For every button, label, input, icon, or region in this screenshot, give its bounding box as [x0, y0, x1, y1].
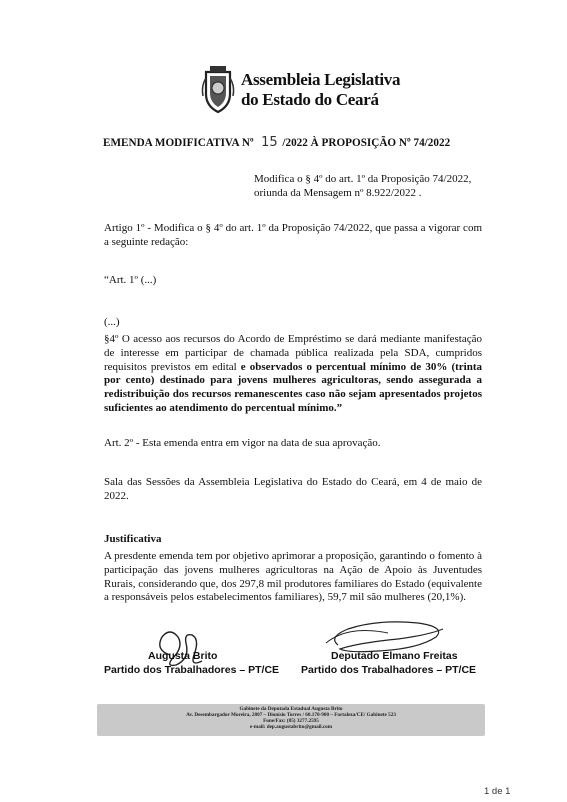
- footer-address: Av. Desembargador Moreira, 2807 – Dionísio Torres / 60.170-900 – Fortaleza/CE/ Gabinete 523: [186, 712, 396, 719]
- institution-name-line1: Assembleia Legislativa: [241, 70, 401, 89]
- page-indicator: 1 de 1: [484, 786, 511, 797]
- justification-heading: Justificativa: [104, 533, 162, 545]
- signatory-left-party: Partido dos Trabalhadores – PT/CE: [104, 664, 280, 676]
- article-1: Artigo 1º - Modifica o § 4º do art. 1º da Proposição 74/2022, que passa a vigorar com a seguinte redação:: [104, 222, 482, 248]
- quoted-article-opening: “Art. 1º (...): [104, 274, 157, 286]
- signatory-right-party: Partido dos Trabalhadores – PT/CE: [301, 664, 477, 676]
- paragraph-4-bold-text: e observados o percentual mínimo de 30% (trinta por cento) destinado para jovens mulheres agricultoras, sendo assegurada a redistribuição dos recursos remanescentes caso não sejam apresentados projetos suficientes ao atendimento do percentual mínimo.”: [104, 360, 482, 414]
- institution-name-line2: do Estado do Ceará: [241, 90, 379, 109]
- coat-of-arms-seal: [200, 66, 236, 114]
- paragraph-4: [104, 333, 482, 416]
- ementa: Modifica o § 4º do art. 1º da Proposição 74/2022, oriunda da Mensagem nº 8.922/2022 .: [254, 173, 472, 199]
- title-suffix: /2022 À PROPOSIÇÃO Nº 74/2022: [282, 137, 451, 149]
- title-prefix: EMENDA MODIFICATIVA Nº: [103, 137, 254, 149]
- session-location-date: Sala das Sessões da Assembleia Legislativa do Estado do Ceará, em 4 de maio de 2022.: [104, 476, 482, 502]
- justification-text: A presdente emenda tem por objetivo aprimorar a proposição, garantindo o fomento à participação das jovens mulheres agricultoras na Ação de Apoio às Juventudes Rurais, considerando que, dos 297,8 mil produtores familiares do Estado (equivalente a responsáveis pelos estabelecimentos familiares), 59,7 mil são mulheres (20,1%).: [104, 550, 482, 604]
- ellipsis: (...): [104, 316, 120, 328]
- office-footer: [97, 704, 485, 736]
- article-2: Art. 2º - Esta emenda entra em vigor na data de sua aprovação.: [104, 437, 381, 449]
- footer-office: Gabinete da Deputada Estadual Augusta Brito: [239, 706, 343, 712]
- footer-phone: Fone/Fax: (85) 3277.2595: [263, 718, 319, 725]
- signatory-left-name: Augusta Brito: [148, 650, 218, 662]
- handwritten-amendment-number: 15: [261, 135, 278, 150]
- signatory-right-name: Deputado Elmano Freitas: [331, 650, 458, 662]
- footer-email: e-mail: dep.augustabrito@gmail.com: [249, 724, 333, 731]
- paragraph-4-normal-text: §4º O acesso aos recursos do Acordo de Empréstimo se dará mediante manifestação de interesse em participar de chamada pública realizada pela SDA, cumpridos requisitos previstos em edital: [104, 333, 482, 373]
- document-title: [103, 135, 473, 150]
